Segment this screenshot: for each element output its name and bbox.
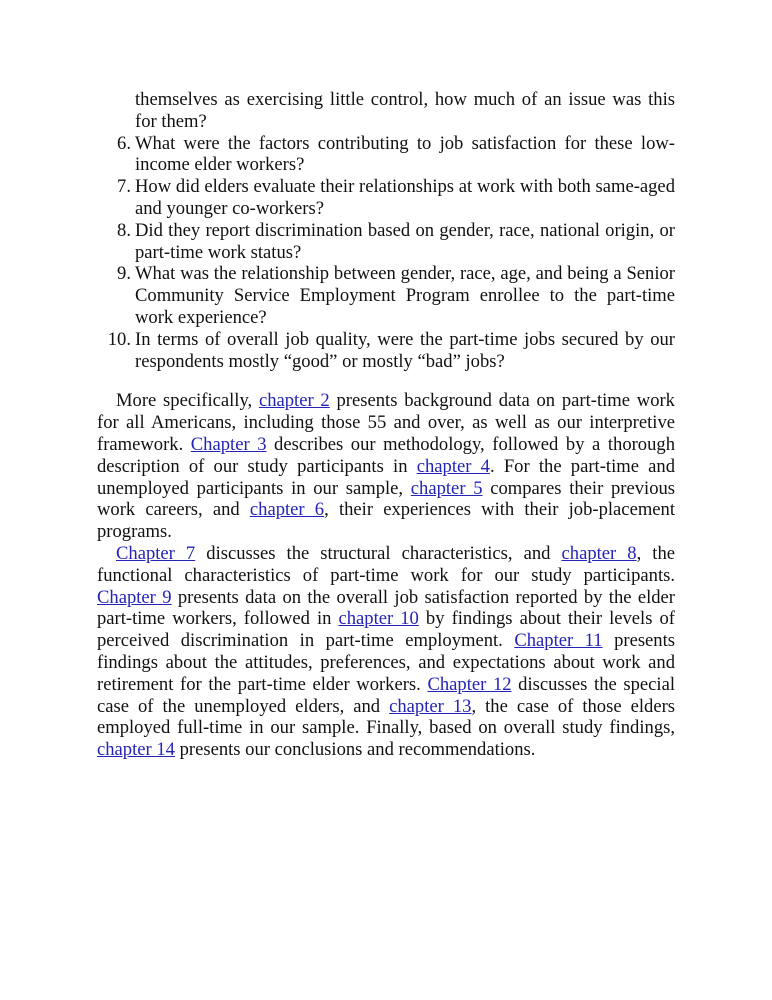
list-item [97, 220, 675, 264]
text-run: , their experiences with their job-placement programs. [97, 499, 675, 543]
list-item [97, 263, 675, 328]
paragraph-chapter-overview [97, 390, 675, 543]
link-chapter-6[interactable]: chapter 6 [249, 499, 325, 521]
text-run: , the case of those elders employed full-time in our sample. Finally, based on overall study findings, [97, 695, 676, 739]
link-chapter-4[interactable]: chapter 4 [416, 455, 490, 477]
list-number: 10. [107, 328, 131, 350]
question-text: What were the factors contributing to job satisfaction for these low-income elder workers? [135, 132, 675, 176]
link-chapter-3[interactable]: Chapter 3 [190, 433, 267, 455]
link-chapter-12[interactable]: Chapter 12 [427, 673, 512, 695]
text-run: , the functional characteristics of part-time work for our study participants. [97, 542, 675, 586]
document-page [97, 89, 675, 761]
link-chapter-9[interactable]: Chapter 9 [97, 586, 172, 608]
list-number: 6. [117, 132, 131, 154]
question-list [97, 133, 675, 373]
question-text: Did they report discrimination based on gender, race, national origin, or part-time work status? [135, 219, 675, 263]
link-chapter-2[interactable]: chapter 2 [258, 390, 330, 412]
list-item [97, 329, 675, 373]
list-number: 7. [117, 176, 131, 198]
question-5-continuation: themselves as exercising little control, how much of an issue was this for them? [135, 89, 675, 132]
text-run: . For the part-time and unemployed participants in our sample, [97, 455, 676, 499]
link-chapter-13[interactable]: chapter 13 [389, 695, 472, 717]
list-item [97, 133, 675, 177]
text-run: presents our conclusions and recommendations. [174, 739, 536, 761]
text-run: More specifically, [116, 390, 259, 412]
text-run: presents data on the overall job satisfaction reported by the elder part-time workers, followed in [97, 586, 675, 630]
text-run: compares their previous work careers, and [97, 477, 676, 521]
text-run: by findings about their levels of perceived discrimination in part-time employment. [97, 608, 675, 652]
paragraph-gap [97, 372, 675, 390]
text-run: discusses the special case of the unemployed elders, and [97, 673, 675, 717]
paragraph-chapter-details [97, 543, 675, 761]
text-run: describes our methodology, followed by a thorough description of our study participants in [97, 433, 675, 477]
link-chapter-7[interactable]: Chapter 7 [116, 542, 196, 564]
text-run: presents findings about the attitudes, preferences, and expectations about work and retirement for the part-time elder workers. [97, 630, 676, 695]
question-text: In terms of overall job quality, were the part-time jobs secured by our respondents mostly “good” or mostly “bad” jobs? [135, 328, 675, 372]
question-text: How did elders evaluate their relationships at work with both same-aged and younger co-workers? [135, 176, 675, 219]
link-chapter-8[interactable]: chapter 8 [561, 542, 637, 564]
list-number: 9. [117, 263, 131, 285]
text-run: presents background data on part-time work for all Americans, including those 55 and over, as well as our interpretive framework. [97, 390, 675, 455]
list-item [97, 176, 675, 220]
link-chapter-11[interactable]: Chapter 11 [514, 630, 603, 652]
text-run: discusses the structural characteristics, and [195, 542, 562, 564]
link-chapter-10[interactable]: chapter 10 [338, 608, 419, 630]
link-chapter-5[interactable]: chapter 5 [410, 477, 483, 499]
list-number: 8. [117, 219, 131, 241]
link-chapter-14[interactable]: chapter 14 [97, 739, 175, 761]
question-text: What was the relationship between gender, race, age, and being a Senior Community Service Employment Program enrollee to the part-time work experience? [135, 263, 675, 328]
